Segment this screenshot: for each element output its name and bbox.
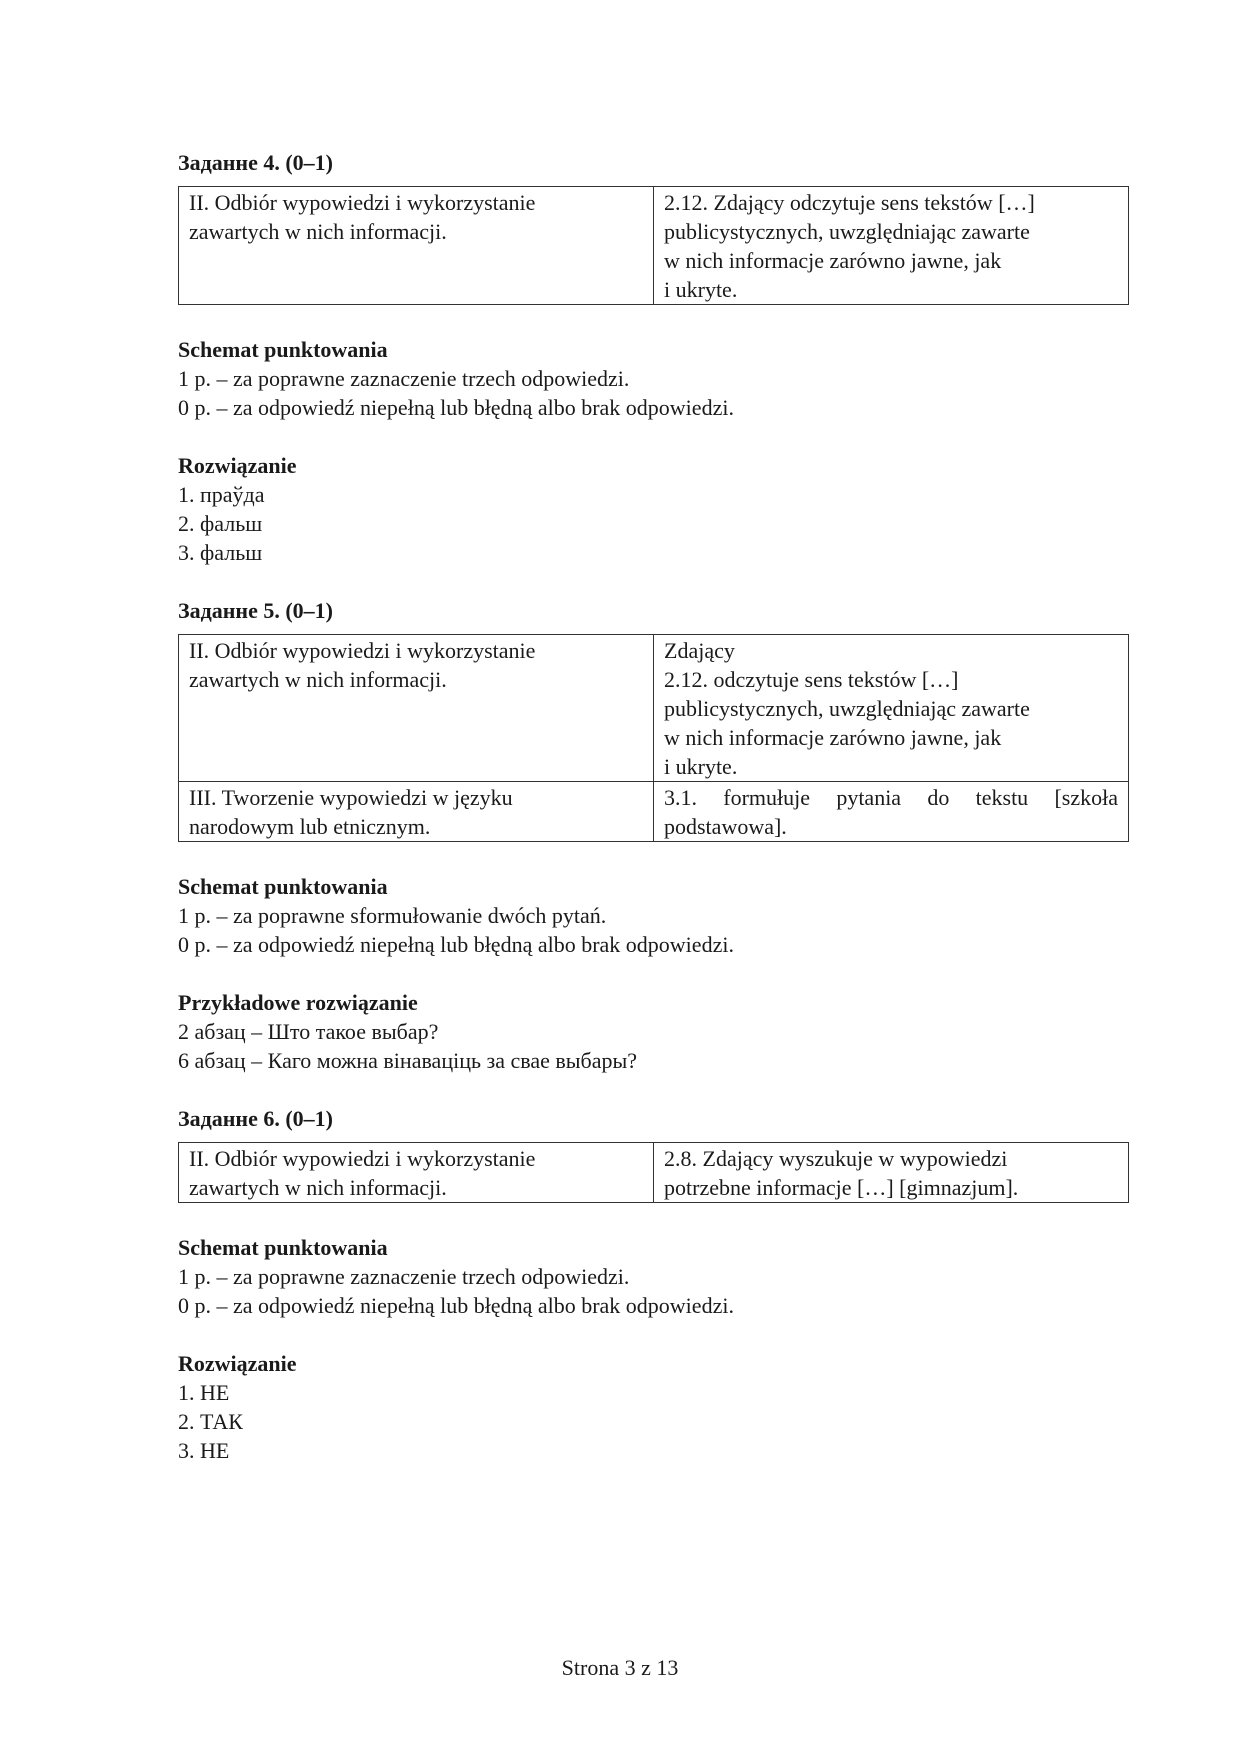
cell-line: II. Odbiór wypowiedzi i wykorzystanie	[189, 638, 536, 663]
specific-requirement-cell	[654, 1143, 1129, 1203]
requirements-table	[178, 1142, 1129, 1203]
general-requirement-cell	[179, 635, 654, 782]
cell-line: publicystycznych, uwzględniając zawarte	[664, 696, 1030, 721]
table-row	[179, 635, 1129, 782]
schema-line: 0 p. – za odpowiedź niepełną lub błędną albo brak odpowiedzi.	[178, 395, 734, 420]
cell-line: narodowym lub etnicznym.	[189, 814, 431, 839]
cell-line: 2.12. odczytuje sens tekstów […]	[664, 667, 959, 692]
cell-line: zawartych w nich informacji.	[189, 219, 447, 244]
schema-line: 0 p. – za odpowiedź niepełną lub błędną albo brak odpowiedzi.	[178, 1293, 734, 1318]
schema-title: Schemat punktowania	[178, 1235, 388, 1260]
schema-title: Schemat punktowania	[178, 337, 388, 362]
cell-line: II. Odbiór wypowiedzi i wykorzystanie	[189, 190, 536, 215]
solution-line: 2. фальш	[178, 511, 263, 536]
task-heading: Заданне 6. (0–1)	[178, 1106, 334, 1131]
cell-line: i ukryte.	[664, 277, 738, 302]
cell-text: 3.1. formułuje pytania do tekstu [szkoła podstawowa].	[664, 785, 1118, 839]
general-requirement-cell	[179, 782, 654, 842]
schema-line: 1 p. – za poprawne zaznaczenie trzech odpowiedzi.	[178, 366, 630, 391]
solution-line: 6 абзац – Каго можна вінаваціць за свае выбары?	[178, 1048, 638, 1073]
specific-requirement-cell	[654, 187, 1129, 305]
solution-line: 2. ТАК	[178, 1409, 243, 1434]
solution-title: Przykładowe rozwiązanie	[178, 990, 418, 1015]
specific-requirement-cell	[654, 782, 1129, 842]
general-requirement-cell	[179, 1143, 654, 1203]
solution-line: 3. НЕ	[178, 1438, 230, 1463]
cell-line: w nich informacje zarówno jawne, jak	[664, 248, 1002, 273]
specific-requirement-cell	[654, 635, 1129, 782]
schema-line: 1 p. – za poprawne zaznaczenie trzech odpowiedzi.	[178, 1264, 630, 1289]
cell-line: publicystycznych, uwzględniając zawarte	[664, 219, 1030, 244]
cell-line: III. Tworzenie wypowiedzi w języku	[189, 785, 513, 810]
solution-line: 2 абзац – Што такое выбар?	[178, 1019, 439, 1044]
page-content	[178, 148, 1128, 1465]
requirements-table	[178, 634, 1129, 842]
task-5	[178, 596, 1128, 1104]
task-heading: Заданне 5. (0–1)	[178, 598, 334, 623]
requirements-table	[178, 186, 1129, 305]
solution-line: 3. фальш	[178, 540, 263, 565]
table-row	[179, 782, 1129, 842]
solution-title: Rozwiązanie	[178, 453, 297, 478]
table-row	[179, 187, 1129, 305]
cell-line: w nich informacje zarówno jawne, jak	[664, 725, 1002, 750]
task-heading: Заданне 4. (0–1)	[178, 150, 334, 175]
page-number: Strona 3 z 13	[561, 1655, 679, 1680]
cell-line: 2.12. Zdający odczytuje sens tekstów […]	[664, 190, 1035, 215]
cell-line: II. Odbiór wypowiedzi i wykorzystanie	[189, 1146, 536, 1171]
solution-line: 1. НЕ	[178, 1380, 230, 1405]
schema-line: 1 p. – za poprawne sformułowanie dwóch pytań.	[178, 903, 607, 928]
cell-line: zawartych w nich informacji.	[189, 1175, 447, 1200]
cell-line: 2.8. Zdający wyszukuje w wypowiedzi	[664, 1146, 1008, 1171]
solution-line: 1. праўда	[178, 482, 265, 507]
table-row	[179, 1143, 1129, 1203]
general-requirement-cell	[179, 187, 654, 305]
cell-line: zawartych w nich informacji.	[189, 667, 447, 692]
task-6	[178, 1104, 1128, 1465]
task-4	[178, 148, 1128, 596]
solution-title: Rozwiązanie	[178, 1351, 297, 1376]
cell-line: i ukryte.	[664, 754, 738, 779]
schema-line: 0 p. – za odpowiedź niepełną lub błędną albo brak odpowiedzi.	[178, 932, 734, 957]
cell-line: Zdający	[664, 638, 735, 663]
schema-title: Schemat punktowania	[178, 874, 388, 899]
cell-line: potrzebne informacje […] [gimnazjum].	[664, 1175, 1019, 1200]
